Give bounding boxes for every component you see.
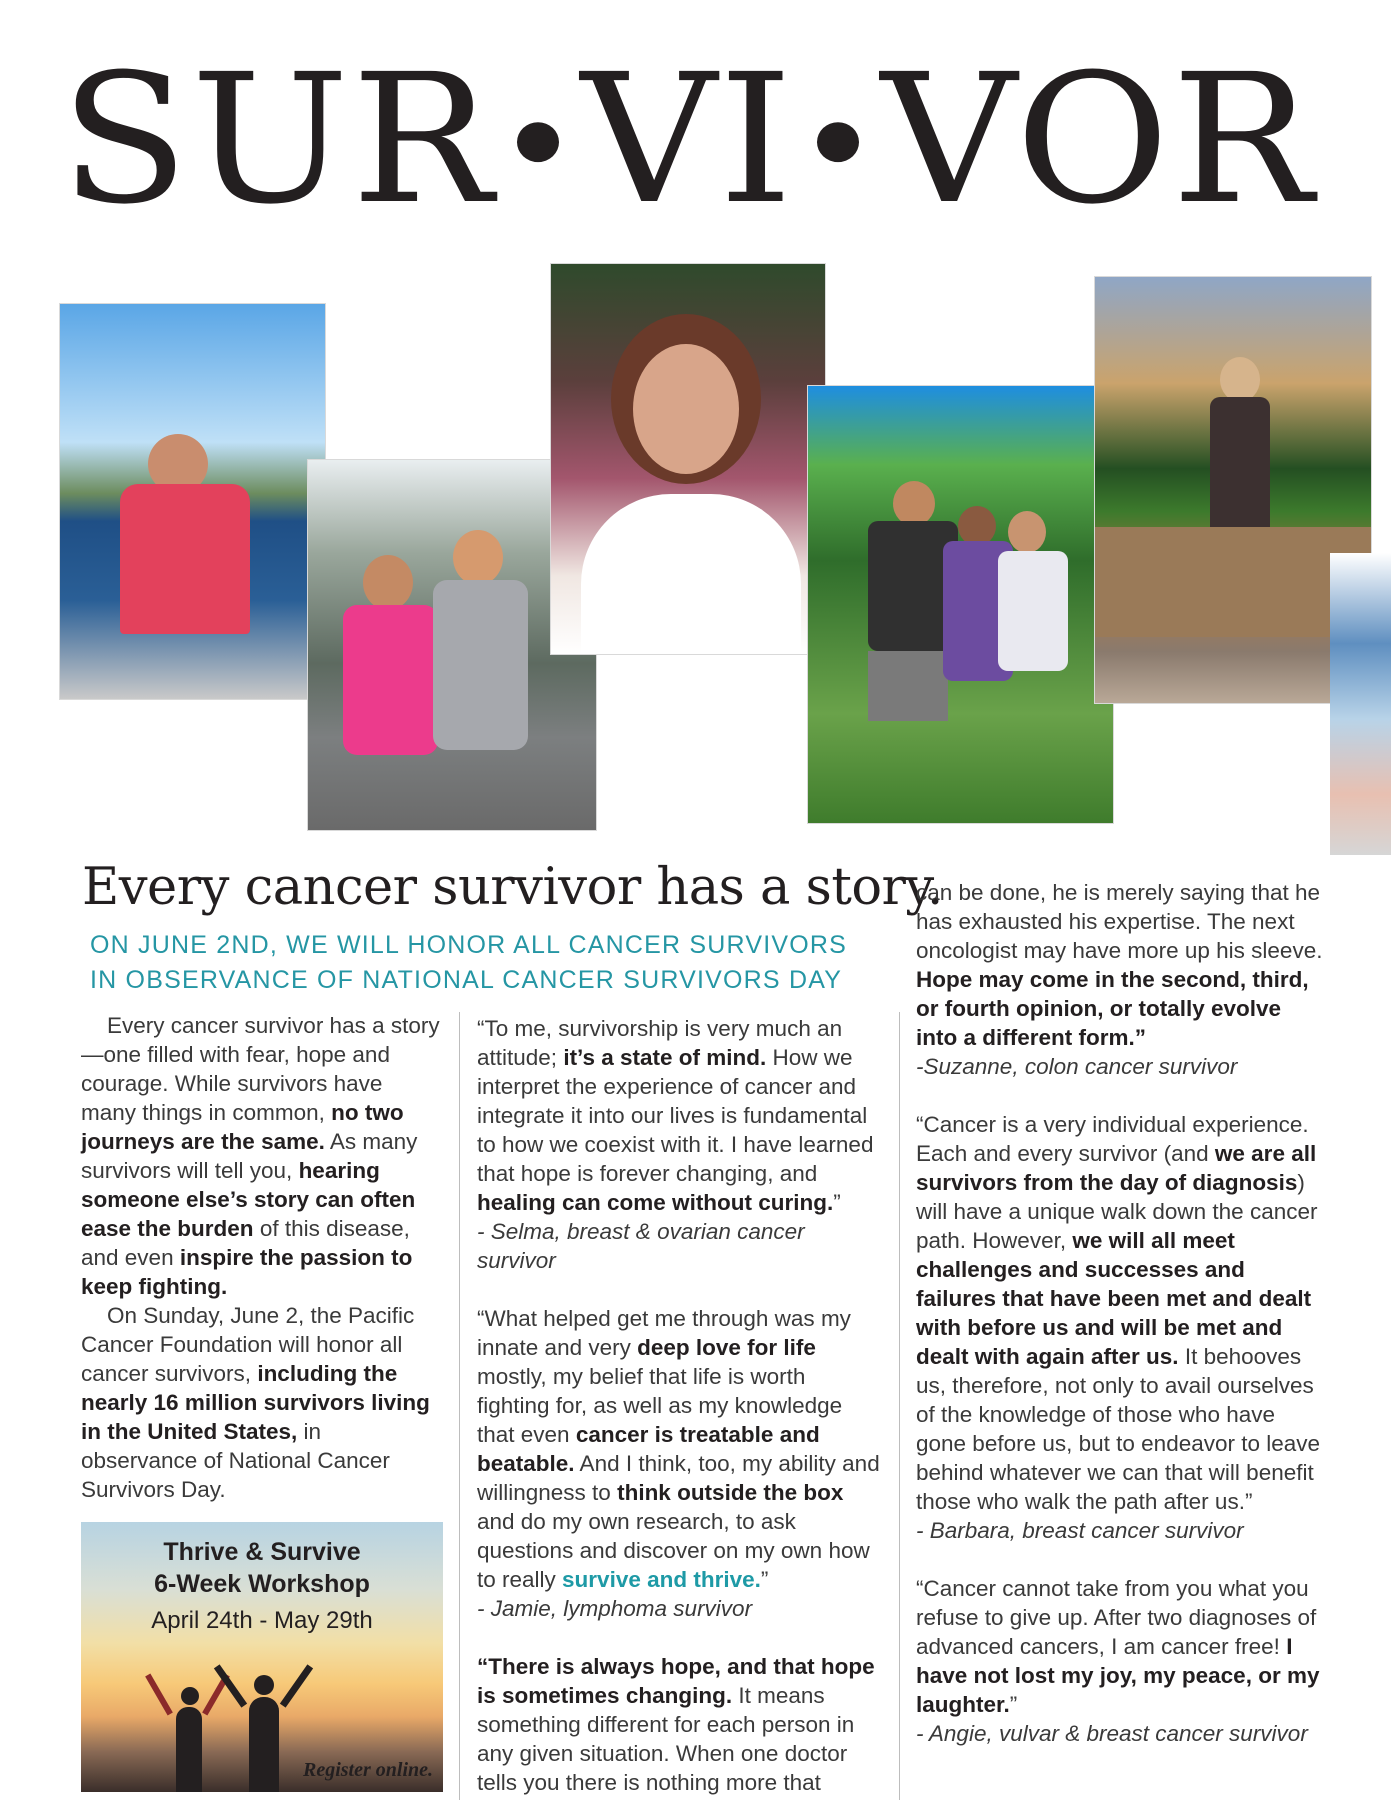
family-with-sashes-photo xyxy=(807,385,1114,824)
story-title: Every cancer survivor has a story. xyxy=(82,858,943,917)
attribution-angie: - Angie, vulvar & breast cancer survivor xyxy=(916,1721,1308,1746)
attribution-selma: - Selma, breast & ovarian cancer survivor xyxy=(477,1219,805,1273)
subtitle xyxy=(90,928,870,998)
subtitle-line-2: IN OBSERVANCE OF NATIONAL CANCER SURVIVORS DAY xyxy=(90,966,843,994)
masthead-title xyxy=(60,35,1350,244)
quote-barbara: “Cancer is a very individual experience. Each and every survivor (and we are all survivors from the day of diagnosis) will have a unique walk down the cancer path. However, we will all meet challenges and successes and failures that have been met and dealt with before us and will be met and dealt with again after us. It behooves us, therefore, not only to avail ourselves of the knowledge of those who have gone before us, but to endeavor to leave behind whatever we can that will benefit those who walk the path after us.” xyxy=(916,1112,1321,1514)
workshop-dates: April 24th - May 29th xyxy=(151,1607,373,1634)
cropped-photo xyxy=(1330,553,1391,855)
quote-selma: “To me, survivorship is very much an attitude; it’s a state of mind. How we interpret the experience of cancer and integrate it into our lives is fundamental to how we coexist with it. I have learned that hope is forever changing, and healing can come without curing.” xyxy=(477,1016,874,1215)
person-silhouette-icon xyxy=(176,1707,202,1792)
register-online-link[interactable]: Register online. xyxy=(302,1759,433,1781)
quote-suzanne-continued: can be done, he is merely saying that he has exhausted his expertise. The next oncologist may have more up his sleeve. Hope may come in the second, third, or fourth opinion, or totally evolve into a different form.” xyxy=(916,880,1323,1050)
raised-arm-icon xyxy=(280,1664,313,1707)
quote-jamie: “What helped get me through was my innate and very deep love for life mostly, my belief that life is worth fighting for, as well as my knowledge that even cancer is treatable and beatable. And I think, too, my ability and willingness to think outside the box and do my own research, to ask questions and discover on my own how to really survive and thrive.” xyxy=(477,1306,880,1592)
attribution-suzanne: -Suzanne, colon cancer survivor xyxy=(916,1054,1238,1079)
subtitle-line-1: ON JUNE 2ND, WE WILL HONOR ALL CANCER SURVIVORS xyxy=(90,931,847,959)
intro-paragraph-2: On Sunday, June 2, the Pacific Cancer Foundation will honor all cancer survivors, including the nearly 16 million survivors living in the United States, in observance of National Cancer Survivors Day. xyxy=(81,1303,430,1502)
column-divider xyxy=(459,1012,460,1800)
masthead-part-3: VOR xyxy=(880,35,1315,244)
quote-angie: “Cancer cannot take from you what you refuse to give up. After two diagnoses of advanced cancers, I am cancer free! I have not lost my joy, my peace, or my laughter.” xyxy=(916,1576,1320,1717)
person-head-icon xyxy=(254,1675,274,1695)
intro-paragraph-1: Every cancer survivor has a story—one filled with fear, hope and courage. While survivors have many things in common, no two journeys are the same. As many survivors will tell you, hearing someone else’s story can often ease the burden of this disease, and even inspire the passion to keep fighting. xyxy=(81,1013,440,1299)
bullet-dot-icon xyxy=(517,122,559,162)
raised-arm-icon xyxy=(145,1674,173,1716)
woman-on-boat-photo xyxy=(59,303,326,700)
attribution-jamie: - Jamie, lymphoma survivor xyxy=(477,1596,753,1621)
woman-portrait-photo xyxy=(550,263,826,655)
bullet-dot-icon xyxy=(817,122,859,162)
quotes-column-2 xyxy=(477,1014,882,1797)
quote-suzanne-start: “There is always hope, and that hope is sometimes changing. It means something different for each person in any given situation. When one doctor tells you there is nothing more that xyxy=(477,1654,875,1795)
masthead-part-2: VI xyxy=(580,35,795,244)
quotes-column-3 xyxy=(916,878,1326,1748)
column-divider xyxy=(899,1012,900,1800)
workshop-ad[interactable] xyxy=(81,1522,443,1792)
person-silhouette-icon xyxy=(249,1697,279,1792)
workshop-title: Thrive & Survive 6-Week Workshop xyxy=(154,1538,370,1598)
masthead-part-1: SUR xyxy=(60,35,495,244)
intro-column xyxy=(81,1011,441,1504)
person-head-icon xyxy=(181,1687,199,1705)
attribution-barbara: - Barbara, breast cancer survivor xyxy=(916,1518,1244,1543)
